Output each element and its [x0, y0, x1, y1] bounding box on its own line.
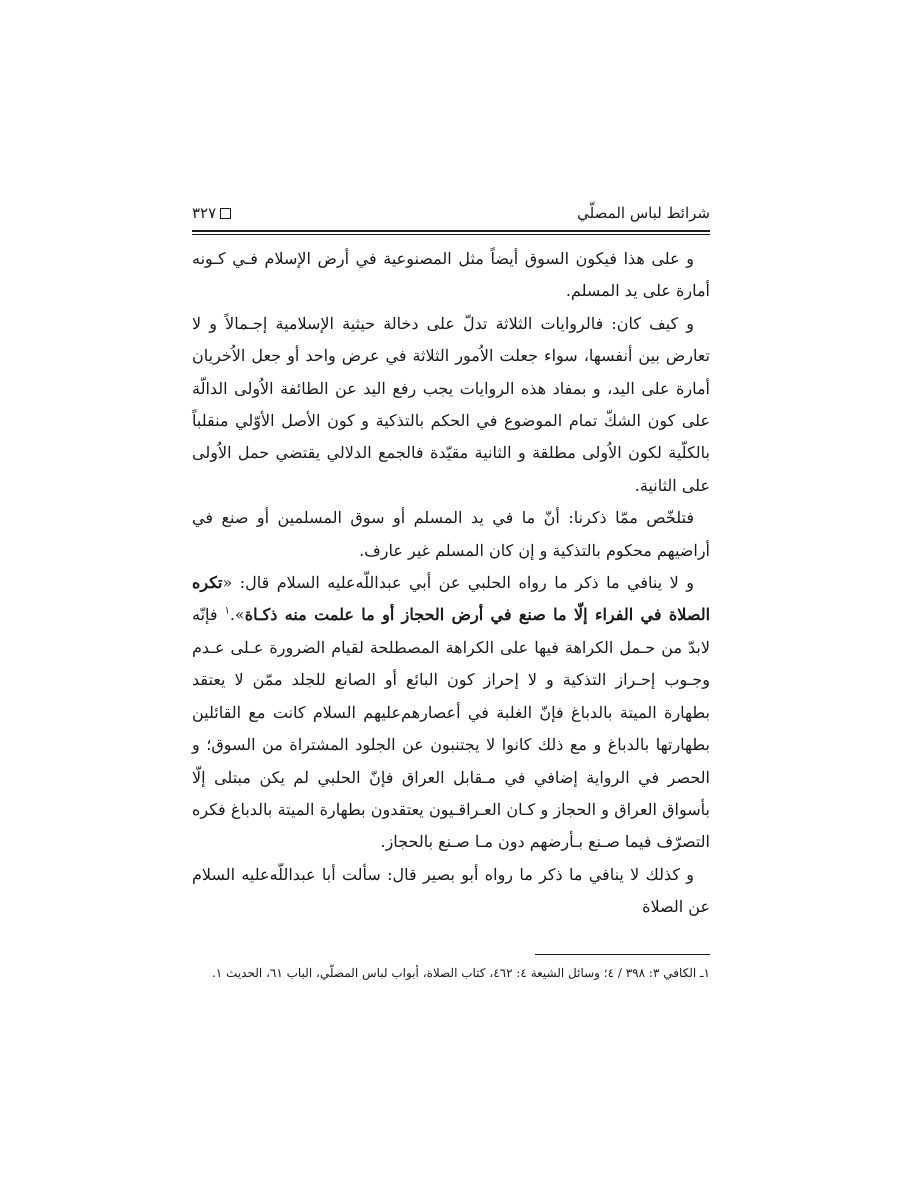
- header-rule-thin: [192, 234, 710, 235]
- quoted-hadith: تكره الصلاة في الفراء إلّا ما صنع في أرض الحجاز أو ما علمت منه ذكـاة: [192, 573, 711, 625]
- running-title: شرائط لباس المصلّي: [577, 204, 710, 222]
- paragraph-4-rest: فإنّه لابدّ من حـمل الكراهة فيها على الكراهة المصطلحة لقيام الضرورة عـلى عـدم وجـوب إحـراز التذكية و لا إحراز كون البائع أو الصانع للجلد ممّن لا يعتقد بطهارة الميتة بالدباغ فإنّ الغلبة في أعصارهم‌عليهم السلام كانت مع القائلين بطهارتها بالدباغ و مع ذلك كانوا لا يجتنبون عن الجلود المشتراة من السوق؛ و الحصر في الرواية إضافي في مـقابل العراق فإنّ الحلبي لم يكن مبتلى إلّا بأسواق العراق و الحجاز و كـان العـراقـيون يعتقدون بطهارة الميتة بالدباغ فكره التصرّف فيما صـنع بـأرضهم دون مـا صـنع بالحجاز.: [192, 605, 710, 852]
- book-page: [192, 196, 710, 996]
- paragraph-4-intro: و لا ينافي ما ذكر ما رواه الحلبي عن أبي عبداللّه‌عليه السلام قال: «: [222, 573, 695, 593]
- footnote-separator: [535, 954, 710, 955]
- header-rule-thick: [192, 230, 710, 232]
- page-header: [192, 196, 710, 230]
- footnote: ١ـ الكافي ٣: ٣٩٨ / ٤؛ وسائل الشيعة ٤: ٤٦٢، كتاب الصلاة، أبواب لباس المصلّي، الباب ٦١، الحديث ١.: [211, 966, 710, 980]
- paragraph-1: و على هذا فيكون السوق أيضاً مثل المصنوعية في أرض الإسلام فـي كـونه أمارة على يد المسلم.: [192, 249, 710, 301]
- paragraph-5: و كذلك لا ينافي ما ذكر ما رواه أبو بصير قال: سألت أبا عبداللّه‌عليه السلام عن الصلاة: [192, 864, 710, 917]
- footnote-ref[interactable]: ١: [224, 606, 230, 618]
- paragraph-4: [192, 567, 710, 859]
- page-number-value: ٣٢٧: [192, 204, 217, 222]
- page-number: [192, 204, 231, 222]
- paragraph-3: فتلخّص ممّا ذكرنا: أنّ ما في يد المسلم أو سوق المسلمين أو صنع في أراضيهم محكوم بالتذكية و إن كان المسلم غير عارف.: [192, 508, 710, 560]
- square-bullet-icon: [220, 208, 231, 219]
- paragraph-2: و كيف كان: فالروايات الثلاثة تدلّ على دخالة حيثية الإسلامية إجـمالاً و لا تعارض بين أنفسها، سواء جعلت الاُمور الثلاثة في عرض واحد أو جعل الاُخريان أمارة على اليد، و بمفاد هذه الروايات يجب رفع اليد عن الطائفة الاُولى الدالّة على كون الشكّ تمام الموضوع في الحكم بالتذكية و كون الأصل الأوّلي منقلباً بالكلّية لكون الاُولى مطلقة و الثانية مقيّدة فالجمع الدلالي يقتضي حمل الاُولى على الثانية.: [192, 313, 710, 495]
- body-text: [192, 243, 710, 924]
- quote-close: ».: [229, 605, 245, 625]
